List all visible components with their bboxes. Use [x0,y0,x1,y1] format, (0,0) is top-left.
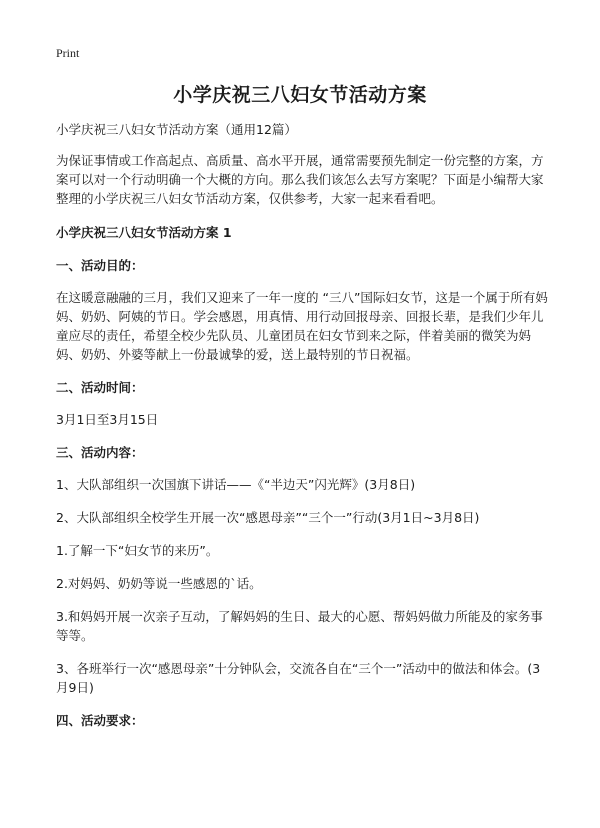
document-body [56,120,548,743]
document-subtitle: 小学庆祝三八妇女节活动方案（通用12篇） [56,122,297,137]
content-item: 3.和妈妈开展一次亲子互动，了解妈妈的生日、最大的心愿、帮妈妈做力所能及的家务事等等。 [56,609,543,643]
heading-content: 三、活动内容： [56,445,144,460]
page-title: 小学庆祝三八妇女节活动方案 [173,84,427,106]
print-link[interactable]: Print [56,46,80,60]
content-item: 3、各班举行一次“感恩母亲”十分钟队会，交流各自在“三个一”活动中的做法和体会。(3月9日) [56,661,541,695]
content-item: 2.对妈妈、奶奶等说一些感恩的`话。 [56,576,262,591]
heading-purpose: 一、活动目的： [56,258,144,273]
heading-time: 二、活动时间： [56,380,144,395]
heading-requirements: 四、活动要求： [56,713,144,728]
time-paragraph: 3月1日至3月15日 [56,412,159,427]
section-title: 小学庆祝三八妇女节活动方案 1 [56,225,232,240]
purpose-paragraph: 在这暖意融融的三月，我们又迎来了一年一度的 “三八”国际妇女节，这是一个属于所有妈妈、奶奶、阿姨的节日。学会感恩，用真情、用行动回报母亲、回报长辈，是我们少年儿童应尽的责任，希望全校少先队员、儿童团员在妇女节到来之际，伴着美丽的微笑为妈妈、奶奶、外婆等献上一份最诚挚的爱，送上最特别的节日祝福。 [56,290,548,362]
content-item: 1.了解一下“妇女节的来历”。 [56,543,219,558]
intro-paragraph: 为保证事情或工作高起点、高质量、高水平开展，通常需要预先制定一份完整的方案，方案可以对一个行动明确一个大概的方向。那么我们该怎么去写方案呢？下面是小编帮大家整理的小学庆祝三八妇女节活动方案，仅供参考，大家一起来看看吧。 [56,153,544,206]
content-item: 2、大队部组织全校学生开展一次“感恩母亲”“三个一”行动(3月1日~3月8日) [56,510,480,525]
content-item: 1、大队部组织一次国旗下讲话——《“半边天”闪光辉》(3月8日) [56,477,416,492]
